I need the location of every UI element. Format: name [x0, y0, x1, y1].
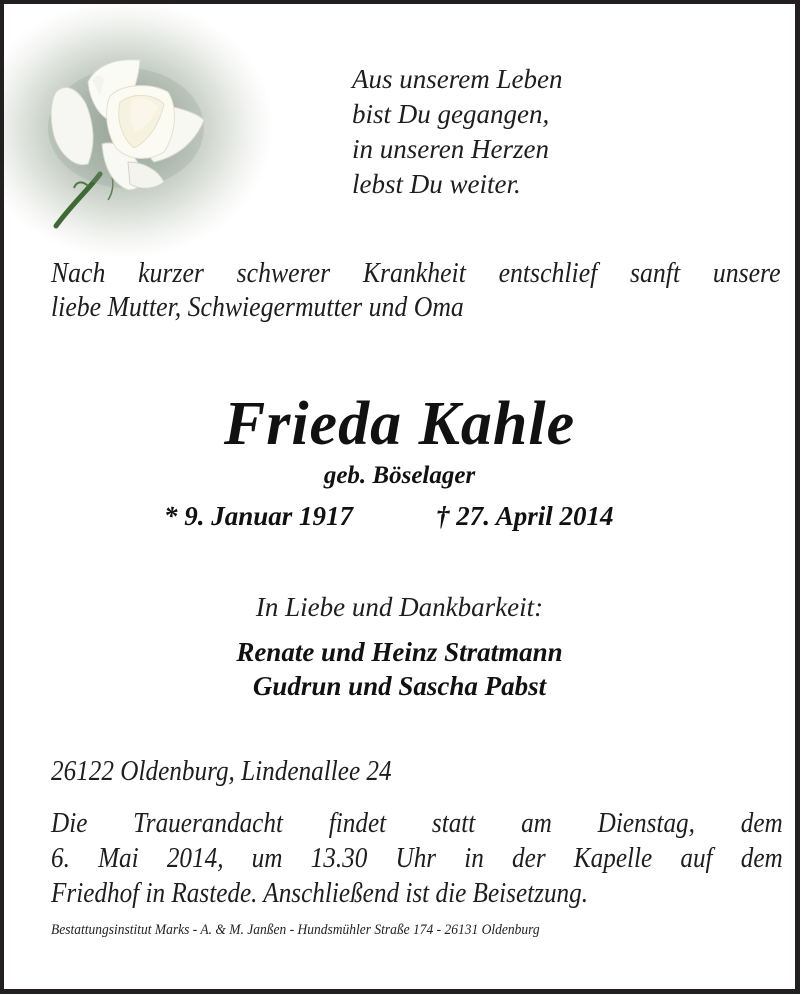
poem-line: lebst Du weiter.	[352, 169, 521, 199]
service-line: 6. Mai 2014, um 13.30 Uhr in der Kapelle auf dem	[51, 843, 783, 874]
deceased-name: Frieda Kahle	[223, 390, 576, 458]
mourners-list	[4, 635, 795, 703]
family-address: 26122 Oldenburg, Lindenallee 24	[51, 756, 392, 787]
intro-text	[51, 257, 781, 325]
mourner-name: Renate und Heinz Stratmann	[236, 637, 563, 667]
obituary-notice	[4, 4, 795, 989]
intro-line: Nach kurzer schwerer Krankheit entschlief sanft unsere	[51, 258, 781, 289]
poem	[352, 62, 562, 202]
service-line: Friedhof in Rastede. Anschließend ist die Beisetzung.	[51, 878, 589, 909]
mourners-heading: In Liebe und Dankbarkeit:	[255, 592, 544, 622]
mourner-name: Gudrun und Sascha Pabst	[252, 671, 547, 701]
poem-line: bist Du gegangen,	[352, 99, 550, 129]
intro-line: liebe Mutter, Schwiegermutter und Oma	[51, 292, 464, 323]
white-rose-icon	[4, 4, 296, 256]
funeral-home-footer: Bestattungsinstitut Marks - A. & M. Janßen - Hundsmühler Straße 174 - 26131 Oldenburg	[51, 922, 540, 938]
poem-line: Aus unserem Leben	[352, 64, 563, 94]
birth-date: * 9. Januar 1917	[164, 501, 354, 531]
death-date: † 27. April 2014	[436, 501, 614, 531]
service-info	[51, 806, 783, 911]
service-line: Die Trauerandacht findet statt am Dienstag, dem	[51, 808, 783, 839]
birth-name: geb. Böselager	[323, 462, 476, 489]
rose-image	[4, 4, 296, 256]
poem-line: in unseren Herzen	[352, 134, 549, 164]
